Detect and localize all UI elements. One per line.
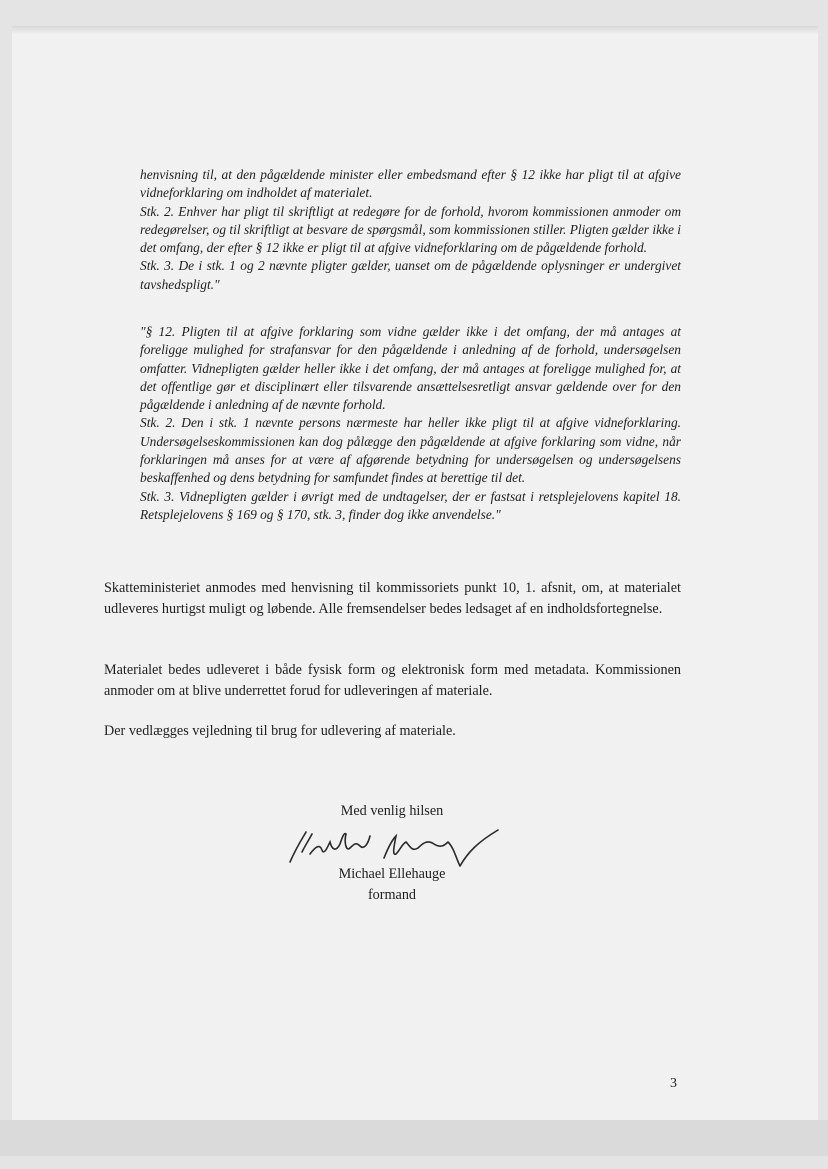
quote-paragraph: Stk. 3. Vidnepligten gælder i øvrigt med de undtagelser, der er fastsat i retsplejelovens kapitel 18. Retsplejelovens § 169 og § 170, stk. 3, finder dog ikke anvendelse." xyxy=(140,488,681,522)
closing-greeting: Med venlig hilsen xyxy=(340,803,444,819)
request-paragraph: Skatteministeriet anmodes med henvisning til kommissoriets punkt 10, 1. afsnit, om, at materialet udleveres hurtigst muligt og løbende. Alle fremsendelser bedes ledsaget af en indholdsfortegnelse. xyxy=(104,580,681,617)
scan-bottom-band xyxy=(0,1120,828,1156)
quoted-law-section-11 xyxy=(140,166,681,294)
handwritten-signature xyxy=(284,822,504,870)
quote-paragraph: Stk. 2. Enhver har pligt til skriftligt at redegøre for de forhold, hvorom kommissionen anmoder om redegørelser, og til skriftligt at besvare de spørgsmål, som kommissionen stiller. Pligten gælder ikke i det omfang, der efter § 12 ikke er pligt til at afgive vidneforklaring om de pågældende forhold. xyxy=(140,203,681,256)
quote-paragraph: Stk. 3. De i stk. 1 og 2 nævnte pligter gælder, uanset om de pågældende oplysninger er undergivet tavshedspligt." xyxy=(140,258,681,292)
format-paragraph: Materialet bedes udleveret i både fysisk form og elektronisk form med metadata. Kommissionen anmoder om at blive underrettet forud for udleveringen af materiale. xyxy=(104,662,681,699)
signatory-name: Michael Ellehauge xyxy=(338,866,446,882)
signatory-title: formand xyxy=(367,887,417,903)
attachment-paragraph: Der vedlægges vejledning til brug for udlevering af materiale. xyxy=(104,723,456,739)
quoted-law-section-12 xyxy=(140,323,681,524)
quote-paragraph: Stk. 2. Den i stk. 1 nævnte persons nærmeste har heller ikke pligt til at afgive vidneforklaring. Undersøgelseskommissionen kan dog pålægge den pågældende at afgive forklaring som vidne, når forklaringen må anses for at være af afgørende betydning for undersøgelsen og undersøgelsens beskaffenhed og dens betydning for samfundet findes at berettige til det. xyxy=(140,415,681,486)
quote-paragraph: "§ 12. Pligten til at afgive forklaring som vidne gælder ikke i det omfang, der må antages at foreligge mulighed for strafansvar for den pågældende i anledning af de forhold, undersøgelsen omfatter. Vidnepligten gælder heller ikke i det omfang, der må antages at foreligge mulighed for, at det offentlige gør et disciplinært eller tilsvarende ansættelsesretligt ansvar gældende over for den pågældende i anledning af de nævnte forhold. xyxy=(140,324,681,413)
page-number: 3 xyxy=(670,1076,677,1091)
quote-paragraph: henvisning til, at den pågældende minister eller embedsmand efter § 12 ikke har pligt til at afgive vidneforklaring om indholdet af materialet. xyxy=(140,167,681,201)
